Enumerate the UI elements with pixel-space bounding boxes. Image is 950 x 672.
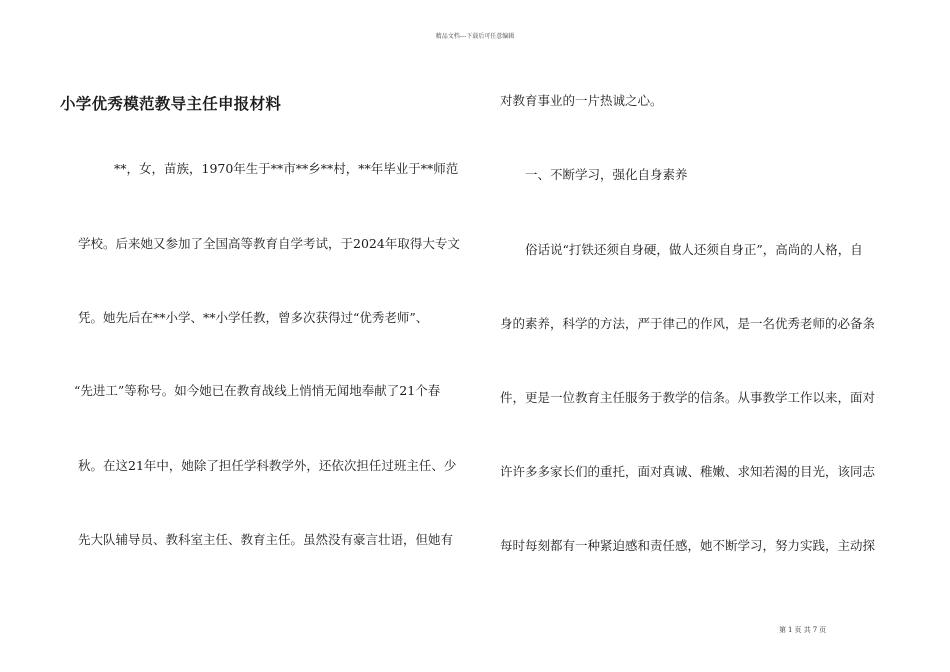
right-paragraph-line: 每时每刻都有一种紧迫感和责任感，她不断学习，努力实践，主动探 bbox=[500, 538, 876, 553]
left-paragraph-line: 学校。后来她又参加了全国高等教育自学考试，于2024年取得大专文 bbox=[78, 236, 460, 251]
page-current: 1 bbox=[788, 626, 793, 634]
left-paragraph-line: 秋。在这21年中，她除了担任学科教学外，还依次担任过班主任、少 bbox=[78, 458, 457, 473]
left-paragraph-line: 凭。她先后在**小学、**小学任教，曾多次获得过“优秀老师”、 bbox=[78, 310, 429, 325]
page-middle: 页 共 bbox=[794, 626, 811, 634]
header-note: 精品文档---下载后可任意编辑 bbox=[435, 33, 515, 40]
page-suffix: 页 bbox=[819, 626, 827, 634]
right-paragraph-line: 身的素养，科学的方法，严于律己的作风，是一名优秀老师的必备条 bbox=[500, 316, 876, 331]
section-heading: 一、不断学习，强化自身素养 bbox=[525, 167, 688, 182]
right-paragraph-line: 件，更是一位教育主任服务于教学的信条。从事教学工作以来，面对 bbox=[500, 390, 876, 405]
left-paragraph-line: **，女，苗族，1970年生于**市**乡**村，**年毕业于**师范 bbox=[114, 161, 459, 176]
right-paragraph-line: 俗话说“打铁还须自身硬，做人还须自身正”，高尚的人格，自 bbox=[525, 242, 863, 257]
page-number bbox=[778, 625, 827, 635]
page-prefix: 第 bbox=[779, 626, 786, 634]
right-paragraph-line: 对教育事业的一片热诚之心。 bbox=[500, 93, 663, 108]
document-title: 小学优秀模范教导主任申报材料 bbox=[60, 95, 282, 113]
left-paragraph-line: “先进工”等称号。如今她已在教育战线上悄悄无闻地奉献了21个春 bbox=[74, 383, 441, 398]
page-total: 7 bbox=[812, 626, 818, 634]
right-paragraph-line: 许许多多家长们的重托，面对真诚、稚嫩、求知若渴的目光，该同志 bbox=[500, 464, 876, 479]
left-paragraph-line: 先大队辅导员、教科室主任、教育主任。虽然没有豪言壮语，但她有 bbox=[78, 532, 454, 547]
